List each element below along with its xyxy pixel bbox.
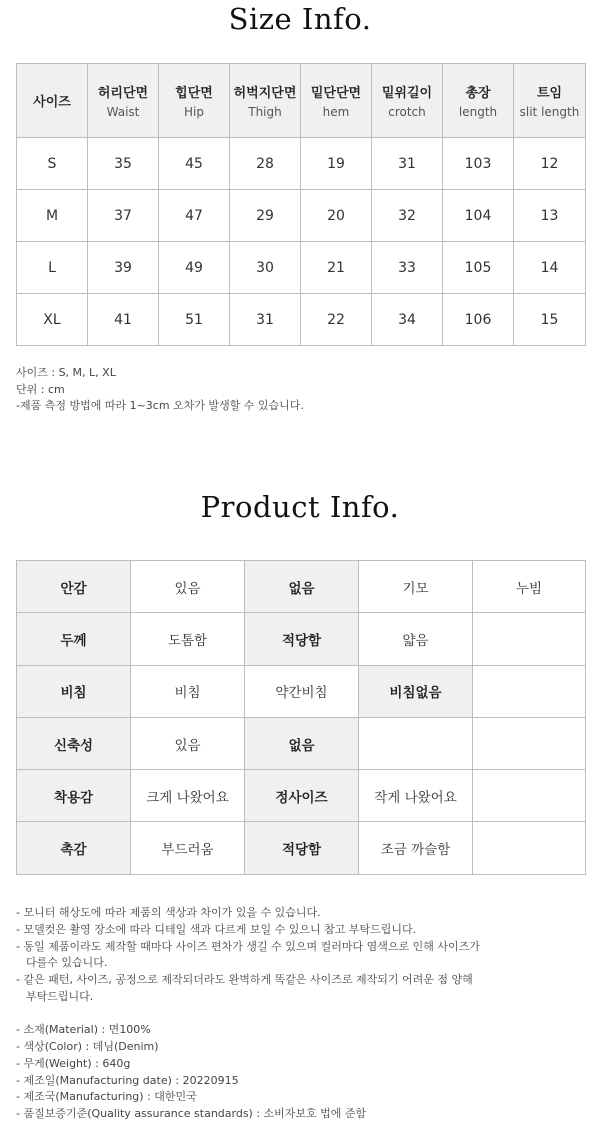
quality-standard-spec: - 품질보증기준(Quality assurance standards) : 소비자보호 법에 준함 [16, 1107, 367, 1121]
header-cell: 밑단단면 hem [301, 64, 372, 138]
color-spec: - 색상(Color) : 데님(Denim) [16, 1040, 159, 1054]
option-cell [359, 717, 473, 769]
size-cell: XL [17, 294, 88, 346]
row-label: 비침 [17, 665, 131, 717]
header-cell: 힙단면 Hip [159, 64, 230, 138]
table-row [17, 561, 586, 613]
thigh-cell: 30 [230, 242, 301, 294]
table-row [17, 770, 586, 822]
size-notes [16, 365, 304, 415]
option-cell: 작게 나왔어요 [359, 770, 473, 822]
option-cell: 크게 나왔어요 [131, 770, 245, 822]
size-list-note: 사이즈 : S, M, L, XL [16, 366, 116, 379]
header-cell: 허벅지단면 Thigh [230, 64, 301, 138]
hip-cell: 45 [159, 138, 230, 190]
slit-length-cell: 15 [514, 294, 586, 346]
country-spec: - 제조국(Manufacturing) : 대한민국 [16, 1090, 197, 1104]
size-cell: M [17, 190, 88, 242]
table-row [17, 613, 586, 665]
size-table [16, 63, 586, 346]
hip-cell: 49 [159, 242, 230, 294]
row-label: 촉감 [17, 822, 131, 874]
header-cell: 트임 slit length [514, 64, 586, 138]
note-line: - 같은 패턴, 사이즈, 공정으로 제작되더라도 완벽하게 똑같은 사이즈로 제작되기 어려운 점 양해 [16, 973, 473, 987]
waist-cell: 35 [88, 138, 159, 190]
table-row [17, 294, 586, 346]
hip-cell: 47 [159, 190, 230, 242]
waist-cell: 41 [88, 294, 159, 346]
option-cell-selected: 정사이즈 [245, 770, 359, 822]
waist-cell: 39 [88, 242, 159, 294]
row-label: 신축성 [17, 717, 131, 769]
length-cell: 106 [443, 294, 514, 346]
table-row [17, 138, 586, 190]
weight-spec: - 무게(Weight) : 640g [16, 1056, 131, 1070]
measurement-error-note: -제품 측정 방법에 따라 1~3cm 오차가 발생할 수 있습니다. [16, 399, 304, 412]
option-cell-selected: 없음 [245, 561, 359, 613]
option-cell-selected: 적당함 [245, 822, 359, 874]
slit-length-cell: 13 [514, 190, 586, 242]
table-row [17, 717, 586, 769]
option-cell [473, 613, 586, 665]
note-line: - 동일 제품이라도 제작할 때마다 사이즈 편차가 생길 수 있으며 컬러마다 염색으로 인해 사이즈가 [16, 939, 480, 953]
crotch-cell: 32 [372, 190, 443, 242]
option-cell: 약간비침 [245, 665, 359, 717]
size-info-title: Size Info. [228, 2, 372, 36]
hip-cell: 51 [159, 294, 230, 346]
option-cell: 도톰함 [131, 613, 245, 665]
length-cell: 105 [443, 242, 514, 294]
header-cell: 허리단면 Waist [88, 64, 159, 138]
option-cell: 기모 [359, 561, 473, 613]
length-cell: 103 [443, 138, 514, 190]
crotch-cell: 33 [372, 242, 443, 294]
size-cell: L [17, 242, 88, 294]
option-cell: 얇음 [359, 613, 473, 665]
note-line: 부탁드립니다. [26, 989, 94, 1003]
thigh-cell: 29 [230, 190, 301, 242]
option-cell [473, 770, 586, 822]
thigh-cell: 31 [230, 294, 301, 346]
option-cell-selected: 없음 [245, 717, 359, 769]
hem-cell: 22 [301, 294, 372, 346]
manufacturing-date-spec: - 제조일(Manufacturing date) : 20220915 [16, 1073, 239, 1087]
option-cell: 부드러움 [131, 822, 245, 874]
hem-cell: 19 [301, 138, 372, 190]
option-cell: 비침 [131, 665, 245, 717]
header-cell: 사이즈 [17, 64, 88, 138]
row-label: 착용감 [17, 770, 131, 822]
table-row [17, 665, 586, 717]
row-label: 두께 [17, 613, 131, 665]
option-cell: 누빔 [473, 561, 586, 613]
header-cell: 밑위길이 crotch [372, 64, 443, 138]
length-cell: 104 [443, 190, 514, 242]
crotch-cell: 31 [372, 138, 443, 190]
option-cell: 조금 까슬함 [359, 822, 473, 874]
slit-length-cell: 12 [514, 138, 586, 190]
row-label: 안감 [17, 561, 131, 613]
material-spec: - 소재(Material) : 면100% [16, 1023, 151, 1037]
hem-cell: 20 [301, 190, 372, 242]
note-line: - 모델컷은 촬영 장소에 따라 디테일 색과 다르게 보일 수 있으니 참고 부탁드립니다. [16, 922, 417, 936]
unit-note: 단위 : cm [16, 382, 65, 396]
product-notes [16, 905, 480, 1123]
table-row [17, 190, 586, 242]
option-cell-selected: 적당함 [245, 613, 359, 665]
thigh-cell: 28 [230, 138, 301, 190]
product-table [16, 560, 586, 875]
header-cell: 총장 length [443, 64, 514, 138]
option-cell: 있음 [131, 717, 245, 769]
table-row [17, 822, 586, 874]
slit-length-cell: 14 [514, 242, 586, 294]
waist-cell: 37 [88, 190, 159, 242]
size-cell: S [17, 138, 88, 190]
option-cell [473, 665, 586, 717]
option-cell [473, 822, 586, 874]
note-line: - 모니터 해상도에 따라 제품의 색상과 차이가 있을 수 있습니다. [16, 906, 321, 919]
option-cell-selected: 비침없음 [359, 665, 473, 717]
size-table-header-row [17, 64, 586, 138]
table-row [17, 242, 586, 294]
option-cell [473, 717, 586, 769]
note-line: 다를수 있습니다. [26, 956, 108, 970]
hem-cell: 21 [301, 242, 372, 294]
product-info-title: Product Info. [200, 490, 400, 524]
crotch-cell: 34 [372, 294, 443, 346]
option-cell: 있음 [131, 561, 245, 613]
spacer [16, 1006, 480, 1023]
